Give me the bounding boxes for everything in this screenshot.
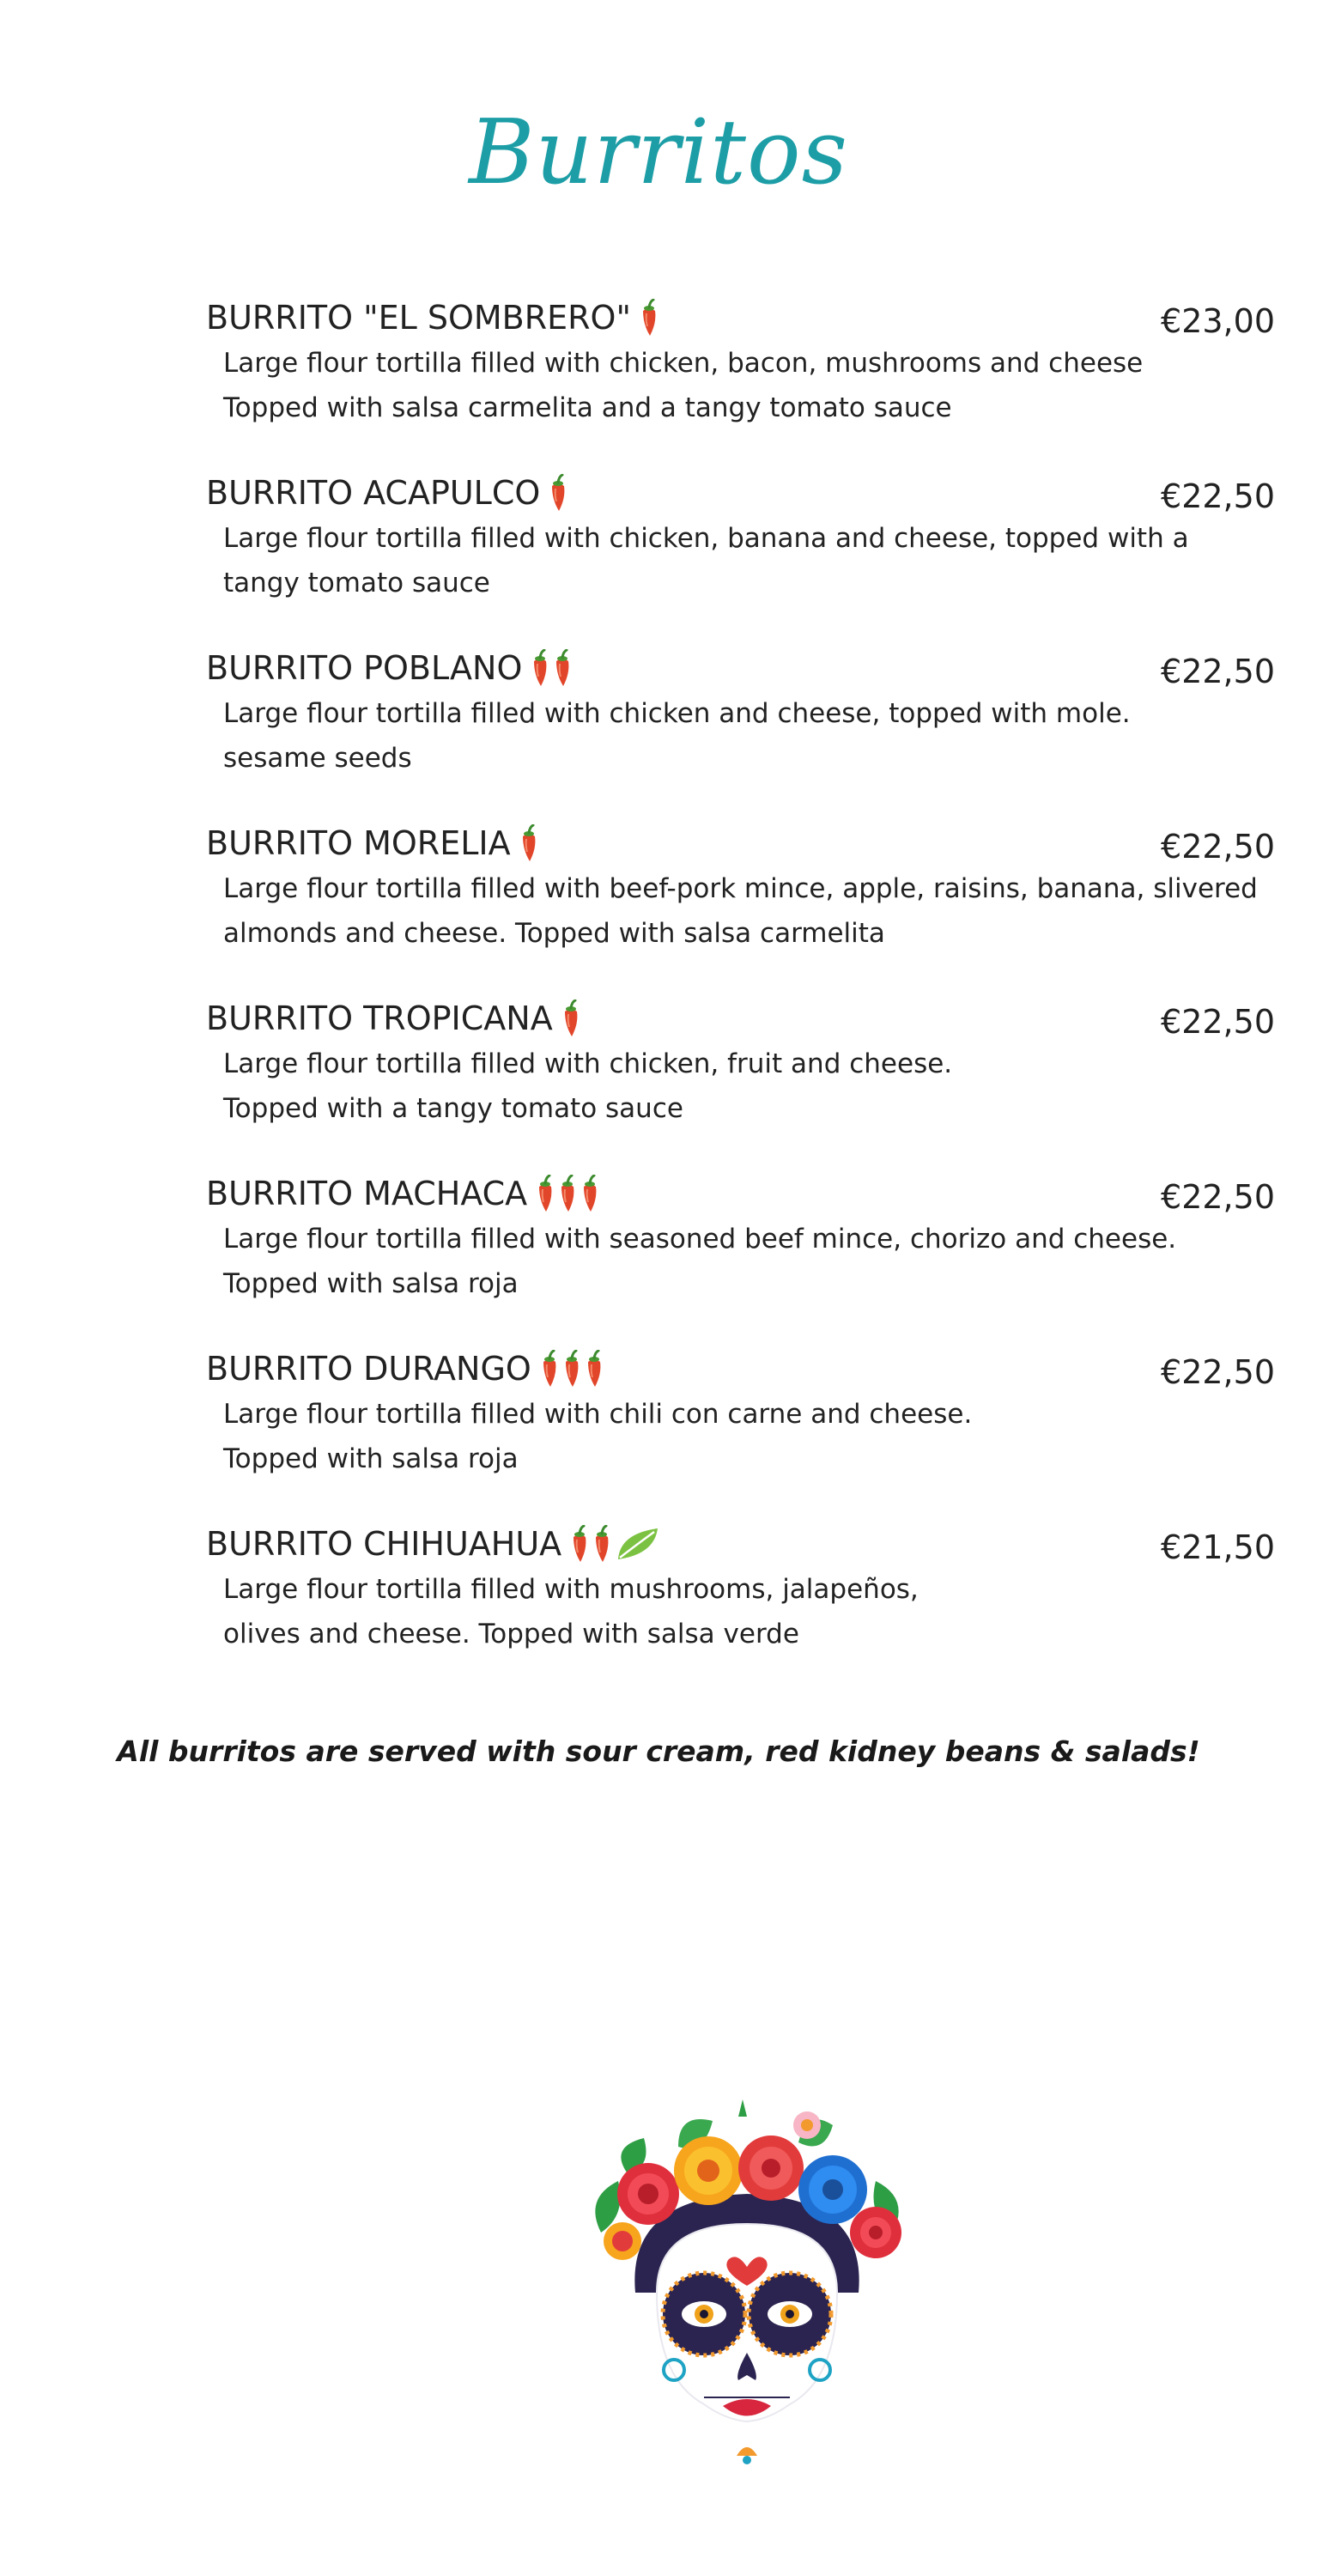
flower	[617, 2163, 679, 2225]
item-description-line: Topped with salsa carmelita and a tangy tomato sauce	[223, 392, 952, 423]
item-name: BURRITO MACHACA	[206, 1175, 528, 1212]
item-description-line: sesame seeds	[223, 743, 412, 774]
spice-rating	[540, 1350, 604, 1388]
item-description-line: tangy tomato sauce	[223, 568, 490, 598]
item-price: €22,50	[1161, 477, 1275, 515]
chili-pepper-icon	[536, 1175, 555, 1212]
item-description-line: almonds and cheese. Topped with salsa carmelita	[223, 918, 885, 949]
item-price: €23,00	[1161, 302, 1275, 340]
flower	[738, 2136, 804, 2201]
menu-item	[206, 822, 1275, 997]
spice-rating	[561, 999, 580, 1037]
spice-rating	[536, 1175, 599, 1212]
item-price: €22,50	[1161, 828, 1275, 866]
flower	[604, 2222, 641, 2260]
item-name: BURRITO MORELIA	[206, 824, 511, 862]
item-description	[223, 866, 1275, 956]
chili-pepper-icon	[570, 1525, 589, 1563]
chili-pepper-icon	[540, 1350, 559, 1388]
chili-pepper-icon	[558, 1175, 577, 1212]
item-price: €22,50	[1161, 1003, 1275, 1041]
spice-rating	[519, 824, 538, 862]
flower	[798, 2155, 867, 2224]
item-description	[223, 691, 1275, 781]
menu-item	[206, 647, 1275, 822]
spice-rating	[570, 1525, 663, 1563]
spice-rating	[549, 474, 567, 512]
leaf-icon	[615, 1525, 663, 1563]
item-description	[223, 1042, 1275, 1131]
menu-item	[206, 1522, 1275, 1698]
chili-pepper-icon	[585, 1350, 604, 1388]
menu-item	[206, 471, 1275, 647]
item-price: €22,50	[1161, 1353, 1275, 1391]
menu-item	[206, 1347, 1275, 1522]
flower	[850, 2207, 901, 2258]
menu-item	[206, 296, 1275, 471]
item-description-line: Large flour tortilla filled with seasoned beef mince, chorizo and cheese.	[223, 1224, 1177, 1255]
menu-item	[206, 997, 1275, 1172]
item-price: €22,50	[1161, 1178, 1275, 1216]
item-name: BURRITO TROPICANA	[206, 999, 553, 1037]
flower	[674, 2136, 743, 2205]
item-description	[223, 341, 1275, 430]
chili-pepper-icon	[562, 1350, 581, 1388]
item-price: €22,50	[1161, 653, 1275, 690]
chili-pepper-icon	[580, 1175, 599, 1212]
sugar-skull-illustration	[575, 2095, 919, 2473]
item-description	[223, 1567, 1275, 1656]
item-description	[223, 1217, 1275, 1306]
item-description-line: Large flour tortilla filled with chicken, banana and cheese, topped with a	[223, 523, 1189, 554]
chili-pepper-icon	[640, 299, 658, 337]
item-description-line: olives and cheese. Topped with salsa verde	[223, 1619, 799, 1649]
item-description-line: Large flour tortilla filled with chili con carne and cheese.	[223, 1399, 973, 1430]
item-description-line: Topped with a tangy tomato sauce	[223, 1093, 683, 1124]
spice-rating	[531, 649, 572, 687]
item-name: BURRITO DURANGO	[206, 1350, 531, 1388]
chili-pepper-icon	[553, 649, 572, 687]
chili-pepper-icon	[549, 474, 567, 512]
menu-item	[206, 1172, 1275, 1347]
item-description-line: Topped with salsa roja	[223, 1443, 519, 1474]
chili-pepper-icon	[592, 1525, 611, 1563]
item-name: BURRITO "EL SOMBRERO"	[206, 299, 631, 337]
item-description-line: Large flour tortilla filled with chicken, fruit and cheese.	[223, 1048, 953, 1079]
burrito-menu-list	[206, 296, 1275, 1698]
flower	[793, 2111, 821, 2139]
item-description-line: Large flour tortilla filled with chicken, bacon, mushrooms and cheese	[223, 348, 1144, 379]
chin-ornament	[737, 2447, 757, 2456]
item-description	[223, 1392, 1275, 1481]
chili-pepper-icon	[561, 999, 580, 1037]
item-name: BURRITO ACAPULCO	[206, 474, 541, 512]
item-description-line: Large flour tortilla filled with beef-pork mince, apple, raisins, banana, slivered	[223, 873, 1258, 904]
chili-pepper-icon	[531, 649, 549, 687]
spice-rating	[640, 299, 658, 337]
item-description-line: Large flour tortilla filled with chicken and cheese, topped with mole.	[223, 698, 1131, 729]
leaf-decoration	[738, 2099, 747, 2117]
item-description	[223, 516, 1275, 605]
item-name: BURRITO POBLANO	[206, 649, 523, 687]
item-description-line: Large flour tortilla filled with mushrooms, jalapeños,	[223, 1574, 919, 1605]
serving-note: All burritos are served with sour cream, red kidney beans & salads!	[117, 1735, 1200, 1768]
item-name: BURRITO CHIHUAHUA	[206, 1525, 562, 1563]
item-description-line: Topped with salsa roja	[223, 1268, 519, 1299]
item-price: €21,50	[1161, 1528, 1275, 1566]
page-title: Burritos	[469, 100, 848, 204]
chili-pepper-icon	[519, 824, 538, 862]
